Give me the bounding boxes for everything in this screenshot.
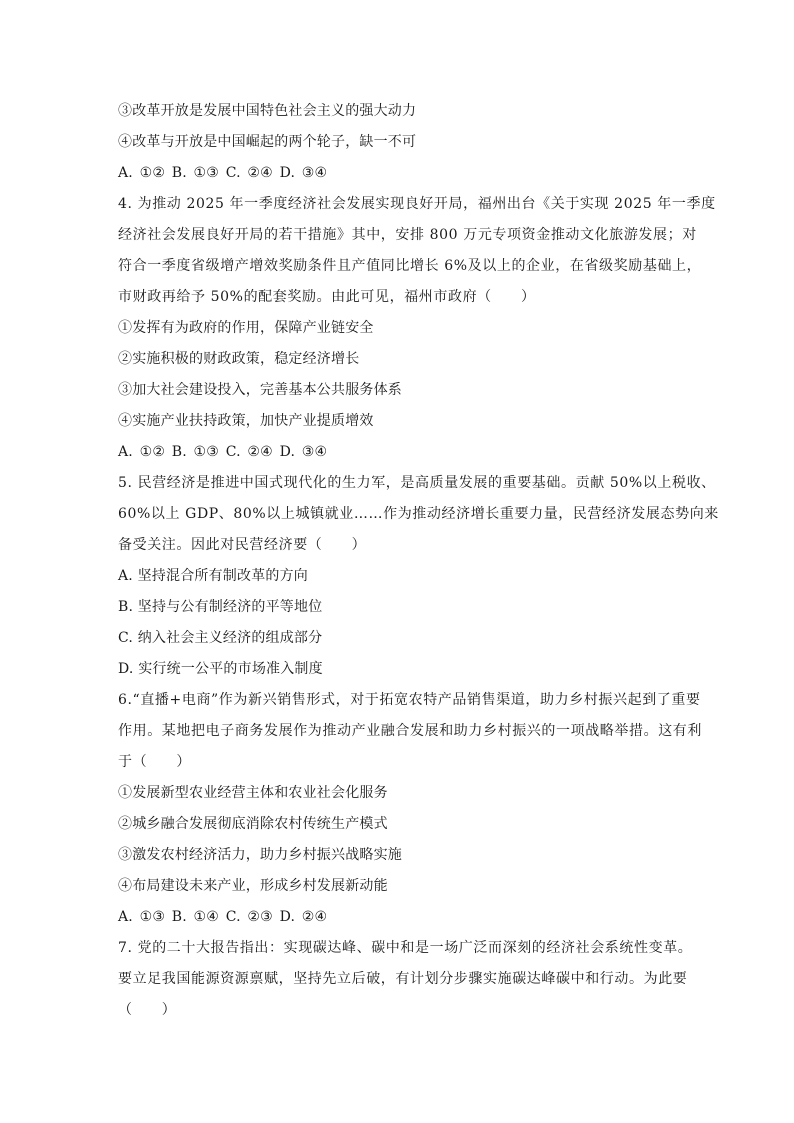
stem-line: 5. 民营经济是推进中国式现代化的生力军，是高质量发展的重要基础。贡献 50%以上税收、 — [118, 475, 716, 491]
stem-line: 4. 为推动 2025 年一季度经济社会发展实现良好开局，福州出台《关于实现 2025 年一季度 — [118, 196, 716, 212]
statement-4: ④改革与开放是中国崛起的两个轮子，缺一不可 — [118, 134, 417, 150]
stem-line: 市财政再给予 50%的配套奖励。由此可见，福州市政府（ ） — [118, 289, 536, 305]
choice-b: B. 坚持与公有制经济的平等地位 — [118, 599, 323, 615]
stem-line: 符合一季度省级增产增效奖励条件且产值同比增长 6%及以上的企业，在省级奖励基础上， — [118, 258, 702, 274]
question-3-continuation — [118, 96, 688, 189]
statement-3: ③激发农村经济活力，助力乡村振兴战略实施 — [118, 847, 402, 863]
statement-4: ④实施产业扶持政策，加快产业提质增效 — [118, 413, 374, 429]
question-4 — [118, 189, 716, 468]
stem-line: 备受关注。因此对民营经济要（ ） — [118, 537, 367, 553]
stem-line: 经济社会发展良好开局的若干措施》其中，安排 800 万元专项资金推动文化旅游发展；对 — [118, 227, 697, 243]
choice-c: C. 纳入社会主义经济的组成部分 — [118, 630, 323, 646]
statement-3: ③加大社会建设投入，完善基本公共服务体系 — [118, 382, 402, 398]
choice-a: A. 坚持混合所有制改革的方向 — [118, 568, 309, 584]
question-stem — [118, 189, 716, 313]
statement-3: ③改革开放是发展中国特色社会主义的强大动力 — [118, 103, 417, 119]
statement-1: ①发挥有为政府的作用，保障产业链安全 — [118, 320, 374, 336]
answer-options: A. ①② B. ①③ C. ②④ D. ③④ — [118, 165, 328, 181]
question-stem — [118, 685, 702, 778]
statement-1: ①发展新型农业经营主体和农业社会化服务 — [118, 785, 388, 801]
statement-2: ②城乡融合发展彻底消除农村传统生产模式 — [118, 816, 388, 832]
stem-line: 6.“直播+电商”作为新兴销售形式，对于拓宽农特产品销售渠道，助力乡村振兴起到了重要 — [118, 692, 701, 708]
exam-page — [118, 96, 719, 1026]
question-5 — [118, 468, 719, 685]
stem-line: 7. 党的二十大报告指出：实现碳达峰、碳中和是一场广泛而深刻的经济社会系统性变革。 — [118, 940, 693, 956]
statement-4: ④布局建设未来产业，形成乡村发展新动能 — [118, 878, 388, 894]
stem-line: 作用。某地把电子商务发展作为推动产业融合发展和助力乡村振兴的一项战略举措。这有利 — [118, 723, 702, 739]
choice-d: D. 实行统一公平的市场准入制度 — [118, 661, 323, 677]
question-stem — [118, 468, 719, 561]
stem-line: 60%以上 GDP、80%以上城镇就业……作为推动经济增长重要力量，民营经济发展态势向来 — [118, 506, 719, 522]
answer-options: A. ①② B. ①③ C. ②④ D. ③④ — [118, 444, 328, 460]
question-7 — [118, 933, 693, 1026]
stem-line: （ ） — [118, 1002, 177, 1018]
statement-2: ②实施积极的财政政策，稳定经济增长 — [118, 351, 360, 367]
question-stem — [118, 933, 693, 1026]
question-6 — [118, 685, 702, 933]
stem-line: 于（ ） — [118, 754, 191, 770]
answer-options: A. ①③ B. ①④ C. ②③ D. ②④ — [118, 909, 328, 925]
stem-line: 要立足我国能源资源禀赋，坚持先立后破，有计划分步骤实施碳达峰碳中和行动。为此要 — [118, 971, 688, 987]
